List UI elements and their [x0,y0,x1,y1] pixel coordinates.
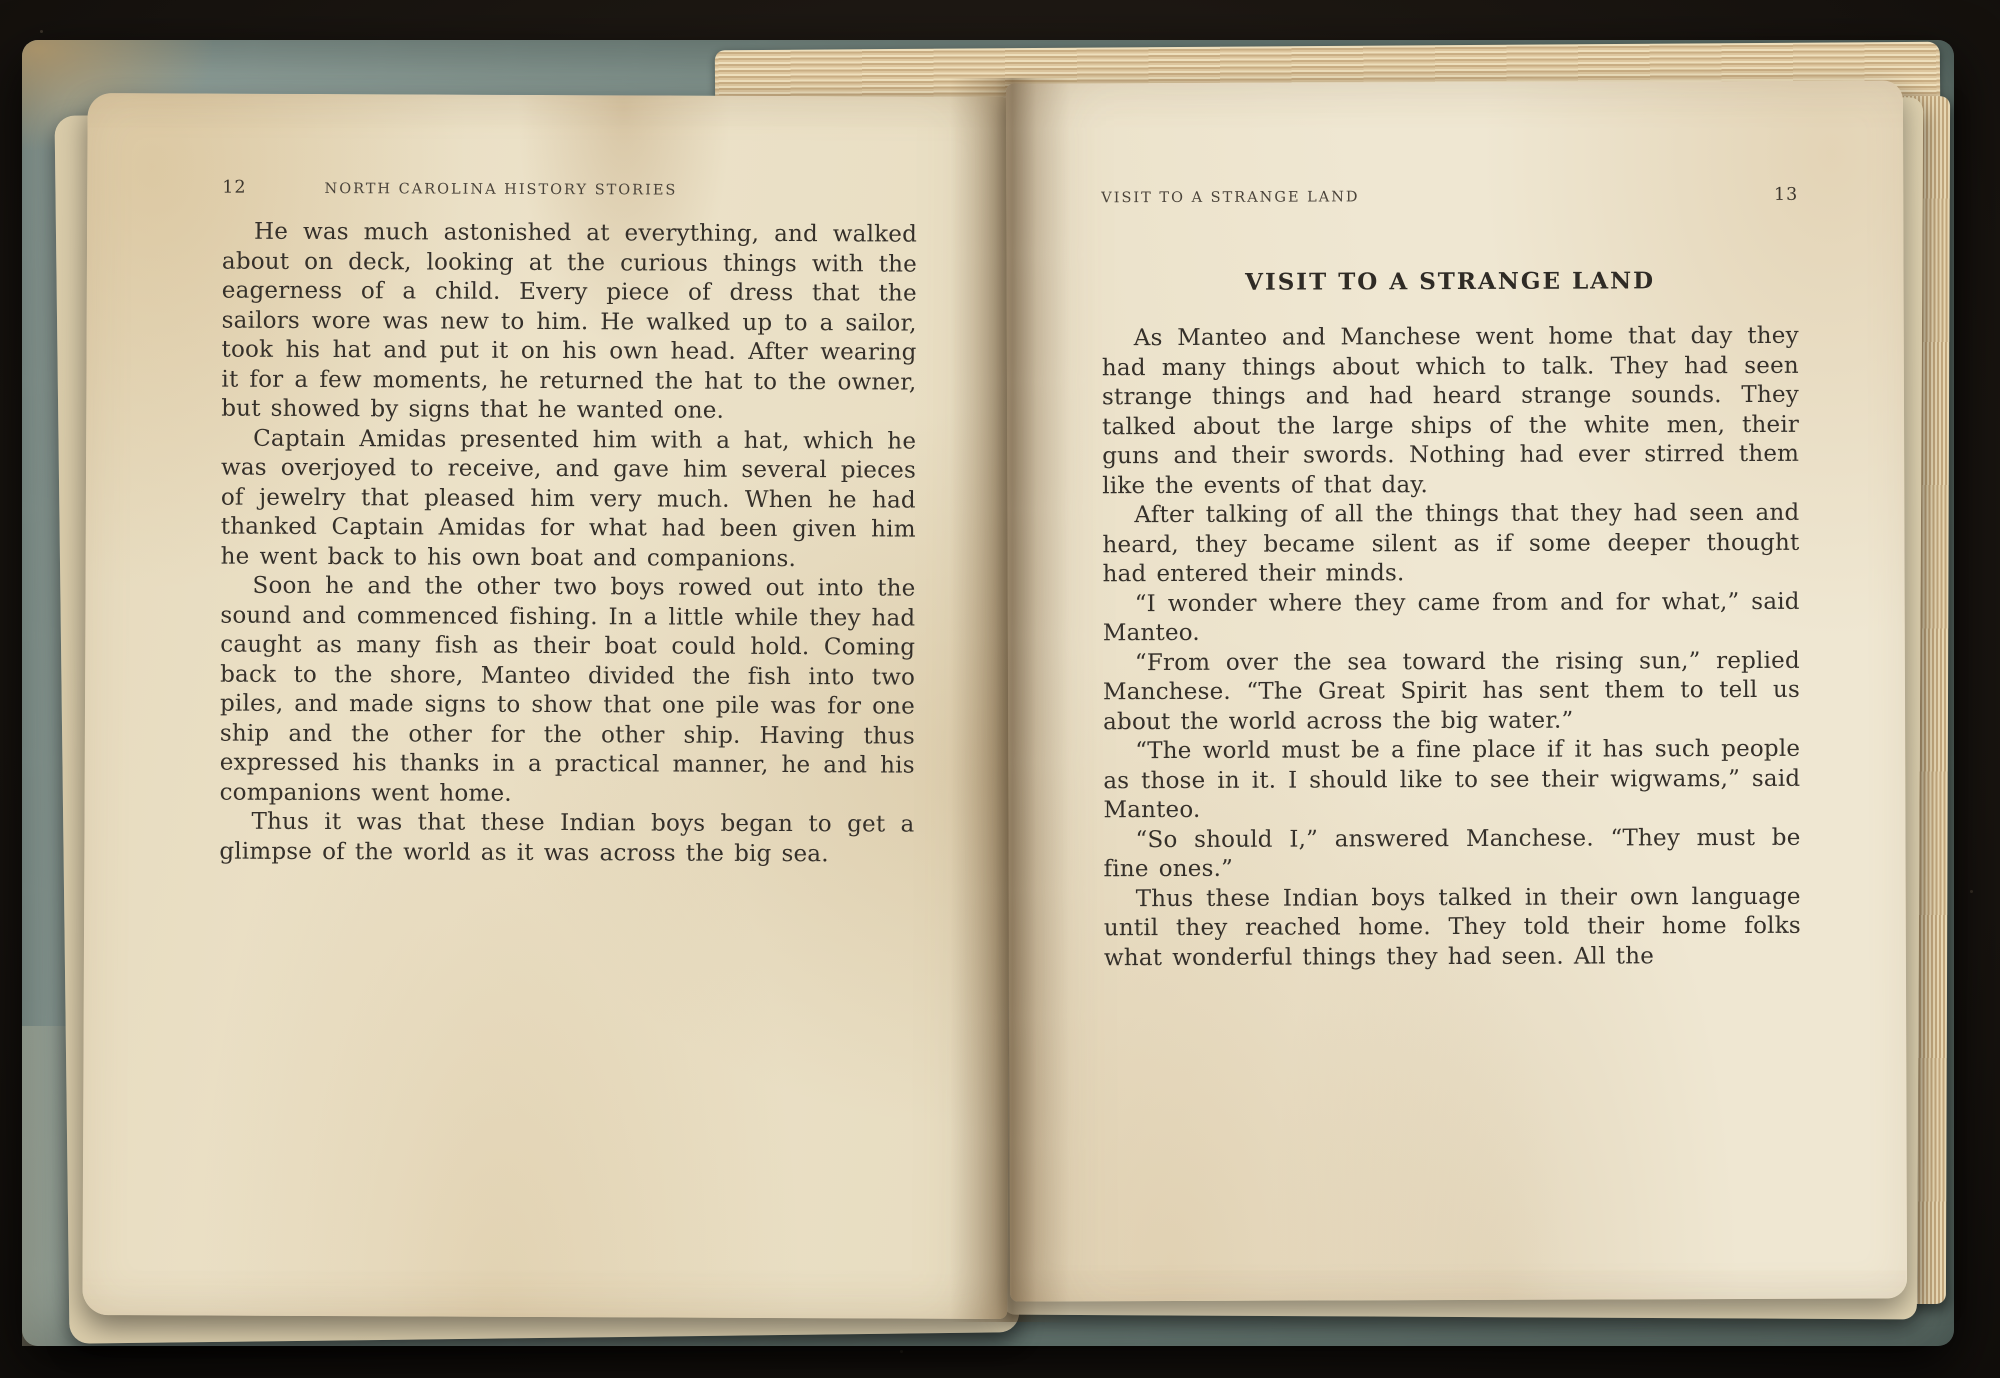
paragraph: “The world must be a fine place if it has such people as those in it. I should like to see their wigwams,” said Manteo. [1103,735,1801,824]
right-page [1006,80,1907,1301]
left-page-content [82,93,1012,1319]
paragraph: Soon he and the other two boys rowed out into the sound and commenced fishing. In a little while they had caught as many fish as their boat could hold. Coming back to the shore, Manteo divided the fish into two piles, and made signs to show that one pile was for one ship and the other for the other ship. Having thus expressed his thanks in a practical manner, he and his companions went home. [219,572,916,807]
right-page-header [1101,185,1798,207]
paragraph: “From over the sea toward the rising sun,” replied Manchese. “The Great Spirit has sent them to tell us about the world across the big water.” [1102,647,1801,735]
paragraph: After talking of all the things that they had seen and heard, they became silent as if some deeper thought had entered their minds. [1102,499,1800,588]
left-page-number: 12 [222,177,247,198]
right-page-number: 13 [1773,184,1799,205]
paragraph: He was much astonished at everything, and walked about on deck, looking at the curious things with the eagerness of a child. Every piece of dress that the sailors wore was new to him. He walked up to a sailor, took his hat and put it on his own head. After wearing it for a few moments, he returned the hat to the owner, but showed by signs that he wanted one. [221,218,918,424]
right-page-content [1006,80,1907,1301]
paragraph: “So should I,” answered Manchese. “They must be fine ones.” [1103,824,1801,883]
right-running-head: VISIT TO A STRANGE LAND [1101,189,1360,207]
left-page [82,93,1012,1319]
paragraph: “I wonder where they came from and for what,” said Manteo. [1102,588,1800,647]
left-page-header [222,178,917,201]
left-running-head: NORTH CAROLINA HISTORY STORIES [324,181,678,199]
chapter-title: VISIT TO A STRANGE LAND [1245,267,1656,296]
paragraph: Thus these Indian boys talked in their own language until they reached home. They told their home folks what wonderful things they had seen. All the [1103,883,1801,971]
dust-speckles [40,30,43,33]
paragraph: As Manteo and Manchese went home that day they had many things about which to talk. They had seen strange things and had heard strange sounds. They talked about the large ships of the white men, their guns and their swords. Nothing had ever stirred them like the events of that day. [1101,322,1800,499]
right-page-body [1102,322,1801,973]
left-page-body [219,218,917,870]
paragraph: Thus it was that these Indian boys began to get a glimpse of the world as it was across the big sea. [219,808,915,867]
paragraph: Captain Amidas presented him with a hat, which he was overjoyed to receive, and gave him several pieces of jewelry that pleased him very much. When he had thanked Captain Amidas for what had been given him he went back to his own boat and companions. [220,425,917,572]
